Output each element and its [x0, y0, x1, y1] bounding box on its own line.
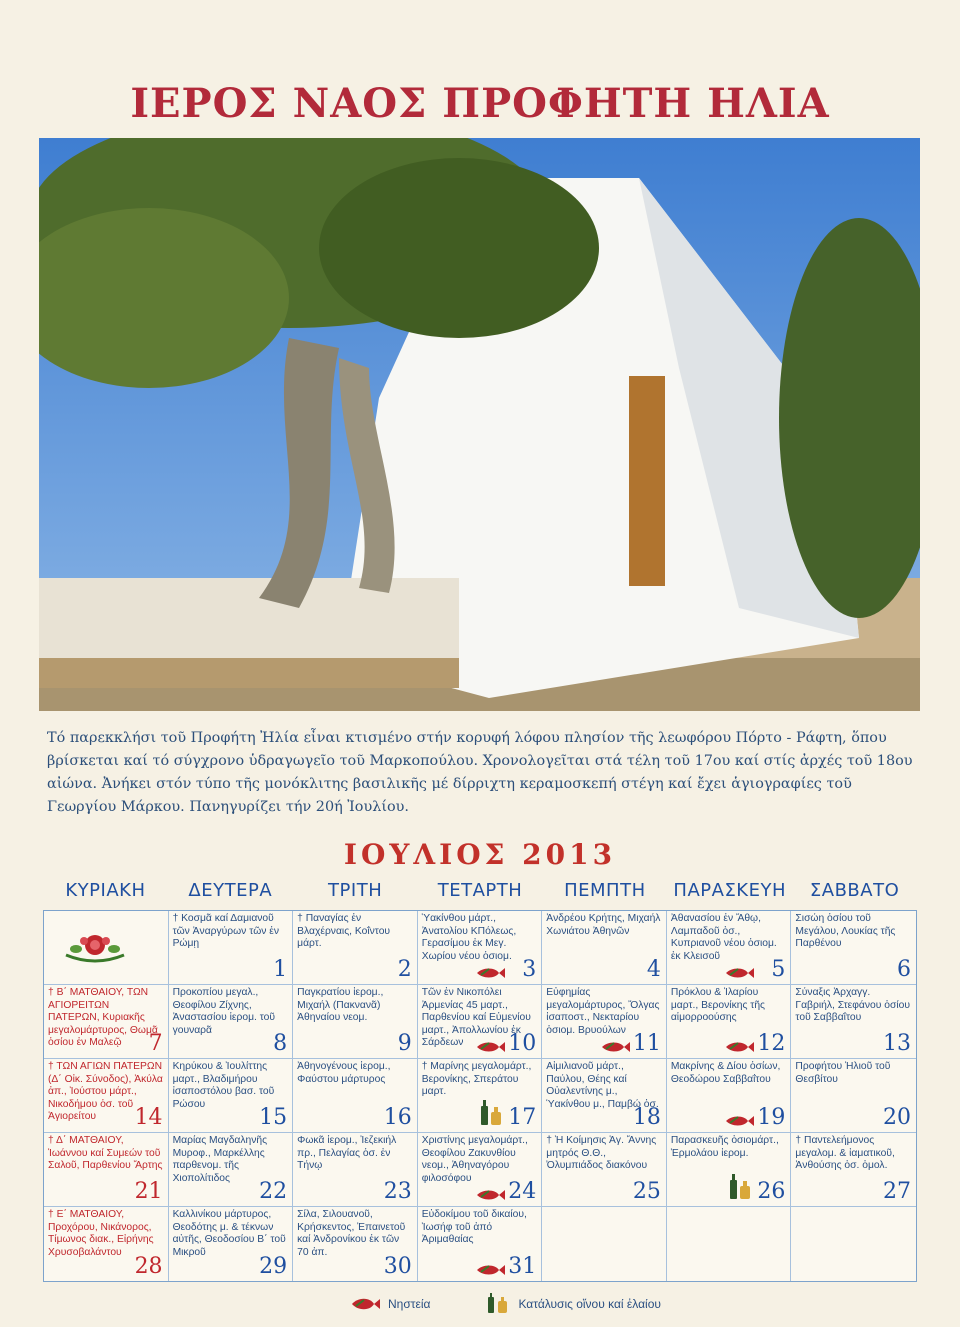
weekday-monday: ΔΕΥΤΕΡΑ	[188, 880, 273, 901]
calendar-day	[44, 1207, 169, 1281]
feast-text: Ἀθανασίου ἐν Ἄθῳ, Λαμπαδοῦ ὁσ., Κυπριανοῦ νέου ὁσιομ. ἐκ Κλεισοῦ	[670, 913, 777, 962]
weekday-saturday: ΣΑΒΒΑΤΟ	[809, 880, 900, 901]
fish-icon	[724, 1040, 754, 1052]
wine-bottle-icon	[486, 1293, 510, 1315]
day-number: 6	[896, 957, 911, 982]
day-number: 17	[508, 1105, 537, 1130]
feast-text: Ἀνδρέου Κρήτης, Μιχαήλ Χωνιάτου Ἀθηνῶν	[546, 913, 661, 937]
feast-text: Παγκρατίου ἱερομ., Μιχαήλ (Πακνανᾶ) Ἀθηναίου νεομ.	[297, 987, 384, 1023]
calendar-day	[542, 1059, 667, 1133]
day-number: 28	[134, 1254, 163, 1279]
day-number: 11	[632, 1031, 661, 1056]
page-title: ΙΕΡΟΣ ΝΑΟΣ ΠΡΟΦΗΤΗ ΗΛΙΑ	[130, 80, 830, 127]
feast-text: Καλλινίκου μάρτυρος, Θεοδότης μ. & τέκνων αὐτῆς, Θεοδοσίου Β΄ τοῦ Μικροῦ	[172, 1209, 286, 1258]
calendar-empty-cell	[667, 1207, 792, 1281]
feast-text: † Ε΄ ΜΑΤΘΑΙΟΥ, Προχόρου, Νικάνορος, Τίμωνος διακ., Εἰρήνης Χρυσοβαλάντου	[48, 1209, 154, 1258]
calendar-day	[791, 911, 916, 985]
feast-text: † ΤΩΝ ΑΓΙΩΝ ΠΑΤΕΡΩΝ (Δ΄ Οἰκ. Σύνοδος), Ἀκύλα ἀπ., Ἰούστου μάρτ., Νικοδήμου ὁσ. τοῦ Ἁγιορείτου	[48, 1061, 163, 1122]
calendar-day	[169, 911, 294, 985]
calendar-day	[667, 1059, 792, 1133]
calendar-empty-cell	[542, 1207, 667, 1281]
day-number: 26	[757, 1179, 786, 1204]
weekday-header	[43, 880, 917, 908]
feast-text: † Παντελεήμονος μεγαλομ. & ἰαματικοῦ, Ἀνθούσης ὁσ. ὁμολ.	[795, 1135, 895, 1171]
day-number: 27	[882, 1179, 911, 1204]
calendar-day	[418, 985, 543, 1059]
calendar-day	[44, 985, 169, 1059]
day-number: 15	[259, 1105, 288, 1130]
weekday-sunday: ΚΥΡΙΑΚΗ	[65, 880, 146, 901]
day-number: 7	[148, 1031, 163, 1056]
weekday-wednesday: ΤΕΤΑΡΤΗ	[437, 880, 523, 901]
feast-text: † Μαρίνης μεγαλομάρτ., Βερονίκης, Σπεράτου μαρτ.	[421, 1061, 532, 1097]
feast-text: † Β΄ ΜΑΤΘΑΙΟΥ, ΤΩΝ ΑΓΙΟΡΕΙΤΩΝ ΠΑΤΕΡΩΝ, Κυριακῆς μεγαλομάρτυρος, Θωμᾶ ὁσίου ἐν Μαλεῷ	[48, 987, 158, 1048]
weekday-thursday: ΠΕΜΠΤΗ	[564, 880, 646, 901]
day-number: 3	[522, 957, 537, 982]
fish-icon	[724, 1114, 754, 1126]
day-number: 10	[508, 1031, 537, 1056]
fish-icon	[600, 1040, 630, 1052]
calendar-day	[169, 1207, 294, 1281]
wine-bottle-icon	[479, 1100, 505, 1126]
calendar-day	[44, 1059, 169, 1133]
day-number: 4	[646, 957, 661, 982]
calendar-empty-cell	[44, 911, 169, 985]
feast-text: Εὐδοκίμου τοῦ δικαίου, Ἰωσήφ τοῦ ἀπό Ἀριμαθαίας	[421, 1209, 527, 1245]
day-number: 23	[383, 1179, 412, 1204]
day-number: 12	[757, 1031, 786, 1056]
feast-text: Προφήτου Ἠλιοῦ τοῦ Θεσβίτου	[795, 1061, 891, 1085]
calendar-day	[791, 985, 916, 1059]
calendar-day	[667, 985, 792, 1059]
feast-text: Κηρύκου & Ἰουλίττης μαρτ., Βλαδιμήρου ἰσαποστόλου βασ. τοῦ Ρώσου	[172, 1061, 275, 1110]
calendar-day	[169, 1133, 294, 1207]
feast-text: Σισώη ὁσίου τοῦ Μεγάλου, Λουκίας τῆς Παρθένου	[795, 913, 896, 949]
day-number: 21	[134, 1179, 163, 1204]
fish-icon	[350, 1297, 380, 1311]
weekday-tuesday: ΤΡΙΤΗ	[328, 880, 383, 901]
day-number: 2	[397, 957, 412, 982]
feast-text: † Παναγίας ἐν Βλαχέρναις, Κοΐντου μάρτ.	[297, 913, 391, 949]
calendar-day	[418, 1059, 543, 1133]
month-title: ΙΟΥΛΙΟΣ 2013	[343, 838, 617, 871]
calendar-day	[44, 1133, 169, 1207]
day-number: 25	[632, 1179, 661, 1204]
legend	[350, 1293, 661, 1315]
fish-icon	[475, 1040, 505, 1052]
feast-text: Παρασκευῆς ὁσιομάρτ., Ἑρμολάου ἱερομ.	[670, 1135, 779, 1159]
day-number: 8	[273, 1031, 288, 1056]
flower-ornament-icon	[62, 931, 128, 965]
feast-text: Αἰμιλιανοῦ μάρτ., Παύλου, Θέης καί Οὐαλεντίνης μ., Ὑακίνθου μ., Παμβώ ὁσ.	[546, 1061, 659, 1110]
day-number: 29	[259, 1254, 288, 1279]
day-number: 1	[273, 957, 288, 982]
weekday-friday: ΠΑΡΑΣΚΕΥΗ	[673, 880, 787, 901]
calendar-day	[418, 911, 543, 985]
day-number: 19	[757, 1105, 786, 1130]
day-number: 30	[383, 1254, 412, 1279]
feast-text: Σίλα, Σιλουανοῦ, Κρήσκεντος, Ἐπαινετοῦ καί Ἀνδρονίκου ἐκ τῶν 70 ἀπ.	[297, 1209, 406, 1258]
wine-bottle-icon	[728, 1174, 754, 1200]
calendar-day	[542, 1133, 667, 1207]
calendar-day	[169, 1059, 294, 1133]
day-number: 20	[882, 1105, 911, 1130]
legend-fasting-label: Νηστεία	[388, 1297, 431, 1311]
calendar-day	[667, 911, 792, 985]
church-photo	[39, 138, 920, 711]
feast-text: Μακρίνης & Δίου ὁσίων, Θεοδώρου Σαββαΐτου	[670, 1061, 781, 1085]
day-number: 31	[508, 1254, 537, 1279]
feast-text: † Κοσμᾶ καί Δαμιανοῦ τῶν Ἀναργύρων τῶν ἐν Ρώμῃ	[172, 913, 280, 949]
calendar-day	[542, 985, 667, 1059]
day-number: 22	[259, 1179, 288, 1204]
calendar-day	[667, 1133, 792, 1207]
day-number: 13	[882, 1031, 911, 1056]
feast-text: Φωκᾶ ἱερομ., Ἰεζεκιήλ πρ., Πελαγίας ὁσ. ἐν Τήνῳ	[297, 1135, 397, 1171]
day-number: 18	[632, 1105, 661, 1130]
church-description: Τό παρεκκλήσι τοῦ Προφήτη Ἠλία εἶναι κτισμένο στήν κορυφή λόφου πλησίον τῆς λεωφόρου Πόρτο - Ράφτη, ὅπου βρίσκεται καί τό σύγχρονο ὑδραγωγεῖο τοῦ Μαρκοπούλου. Χρονολογεῖται στά τέλη τοῦ 17ου καί στίς ἀρχές τοῦ 18ου αἰώνα. Ἀνήκει στόν τύπο τῆς μονόκλιτης βασιλικῆς μέ δίρριχτη κεραμοσκεπή στέγη καί ἔχει ἁγιογραφίες τοῦ Γεωργίου Μάρκου. Πανηγυρίζει τήν 20ή Ἰουλίου.	[47, 730, 913, 815]
calendar-day	[293, 911, 418, 985]
calendar-day	[293, 985, 418, 1059]
calendar-day	[293, 1059, 418, 1133]
calendar-day	[293, 1207, 418, 1281]
fish-icon	[475, 966, 505, 978]
fish-icon	[724, 966, 754, 978]
feast-text: Ὑακίνθου μάρτ., Ἀνατολίου ΚΠόλεως, Γερασίμου ἐκ Μεγ. Χωρίου νέου ὁσιομ.	[421, 913, 517, 962]
feast-text: Τῶν ἐν Νικοπόλει Ἀρμενίας 45 μαρτ., Παρθενίου καί Εὐμενίου μαρτ., Ἀπολλωνίου ἐκ Σάρδεων	[421, 987, 531, 1048]
feast-text: Προκοπίου μεγαλ., Θεοφίλου Ζίχνης, Ἀναστασίου ἱερομ. τοῦ γουναρᾶ	[172, 987, 276, 1036]
calendar-day	[293, 1133, 418, 1207]
legend-wine-oil-label: Κατάλυσις οἴνου καί ἐλαίου	[518, 1297, 661, 1311]
day-number: 16	[383, 1105, 412, 1130]
feast-text: Πρόκλου & Ἱλαρίου μαρτ., Βερονίκης τῆς αἱμορροούσης	[670, 987, 766, 1023]
fish-icon	[475, 1263, 505, 1275]
day-number: 14	[134, 1105, 163, 1130]
feast-text: † Δ΄ ΜΑΤΘΑΙΟΥ, Ἰωάννου καί Συμεών τοῦ Σαλοῦ, Παρθενίου Ἄρτης	[48, 1135, 163, 1171]
feast-text: Χριστίνης μεγαλομάρτ., Θεοφίλου Ζακυνθίου νεομ., Ἀθηναγόρου φιλοσόφου	[421, 1135, 528, 1184]
feast-text: † Ἡ Κοίμησις Ἁγ. Ἄννης μητρός Θ.Θ., Ὀλυμπιάδος διακόνου	[546, 1135, 657, 1171]
feast-text: Σύναξις Ἀρχαγγ. Γαβριήλ, Στεφάνου ὁσίου τοῦ Σαββαΐτου	[795, 987, 910, 1023]
calendar-day	[791, 1133, 916, 1207]
day-number: 24	[508, 1179, 537, 1204]
calendar-day	[791, 1059, 916, 1133]
feast-text: Ἀθηνογένους ἱερομ., Φαύστου μάρτυρος	[297, 1061, 391, 1085]
calendar-day	[542, 911, 667, 985]
calendar-day	[418, 1133, 543, 1207]
calendar-grid	[43, 910, 917, 1282]
day-number: 9	[397, 1031, 412, 1056]
day-number: 5	[771, 957, 786, 982]
calendar-day	[169, 985, 294, 1059]
feast-text: Μαρίας Μαγδαληνῆς Μυροφ., Μαρκέλλης παρθενομ. τῆς Χιοπολίτιδος	[172, 1135, 268, 1184]
fish-icon	[475, 1188, 505, 1200]
calendar-day	[418, 1207, 543, 1281]
calendar-empty-cell	[791, 1207, 916, 1281]
feast-text: Εὐφημίας μεγαλομάρτυρος, Ὄλγας ἰσαποστ., Νεκταρίου ὁσιομ. Βρυούλων	[546, 987, 660, 1036]
